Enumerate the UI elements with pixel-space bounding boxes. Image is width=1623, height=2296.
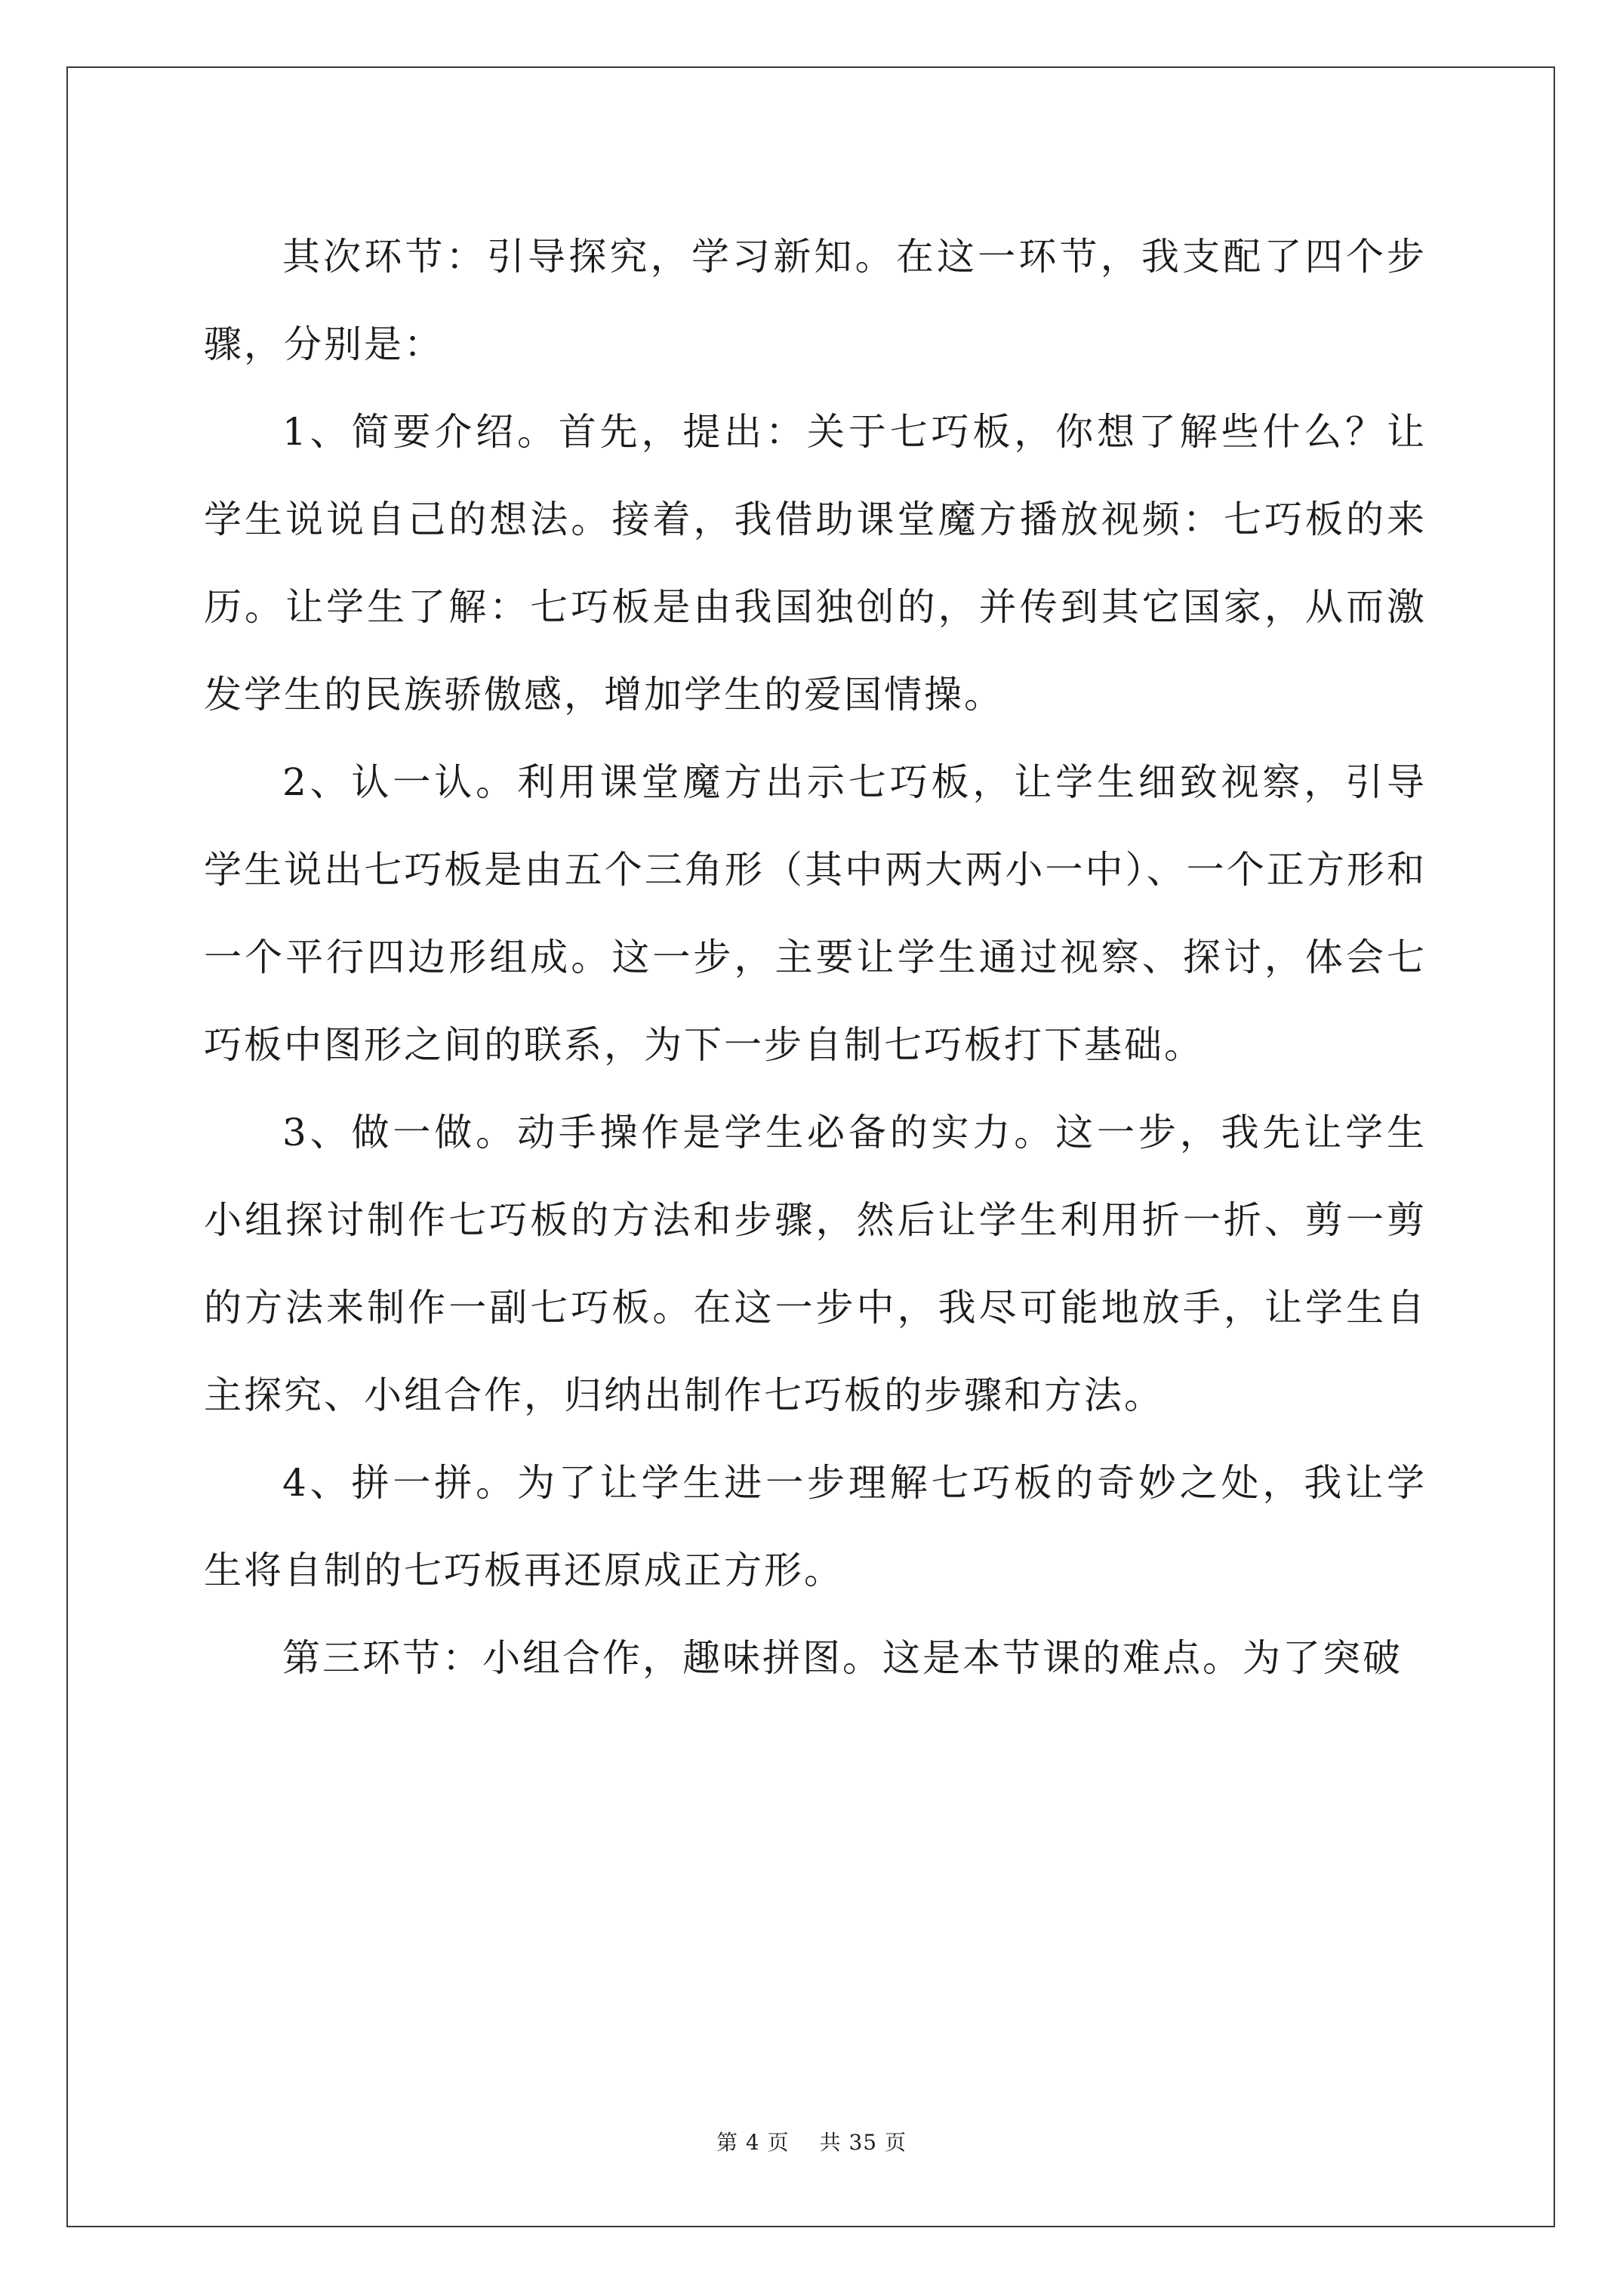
document-body (204, 213, 1427, 1702)
page-footer (0, 2126, 1623, 2156)
paragraph: 3、做一做。动手操作是学生必备的实力。这一步，我先让学生小组探讨制作七巧板的方法和步骤，然后让学生利用折一折、剪一剪的方法来制作一副七巧板。在这一步中，我尽可能地放手，让学生自主探究、小组合作，归纳出制作七巧板的步骤和方法。 (204, 1111, 1427, 1417)
paragraph: 2、认一认。利用课堂魔方出示七巧板，让学生细致视察，引导学生说出七巧板是由五个三角形（其中两大两小一中）、一个正方形和一个平行四边形组成。这一步，主要让学生通过视察、探讨，体会七巧板中图形之间的联系，为下一步自制七巧板打下基础。 (204, 760, 1427, 1067)
page-number: 第 4 页 (716, 2130, 790, 2155)
paragraph: 1、简要介绍。首先，提出：关于七巧板，你想了解些什么？让学生说说自己的想法。接着，我借助课堂魔方播放视频：七巧板的来历。让学生了解：七巧板是由我国独创的，并传到其它国家，从而激发学生的民族骄傲感，增加学生的爱国情操。 (204, 410, 1427, 717)
paragraph: 4、拼一拼。为了让学生进一步理解七巧板的奇妙之处，我让学生将自制的七巧板再还原成正方形。 (204, 1461, 1427, 1592)
paragraph: 第三环节：小组合作，趣味拼图。这是本节课的难点。为了突破 (282, 1636, 1403, 1680)
paragraph: 其次环节：引导探究，学习新知。在这一环节，我支配了四个步骤，分别是： (204, 235, 1427, 366)
page-total: 共 35 页 (819, 2130, 907, 2155)
